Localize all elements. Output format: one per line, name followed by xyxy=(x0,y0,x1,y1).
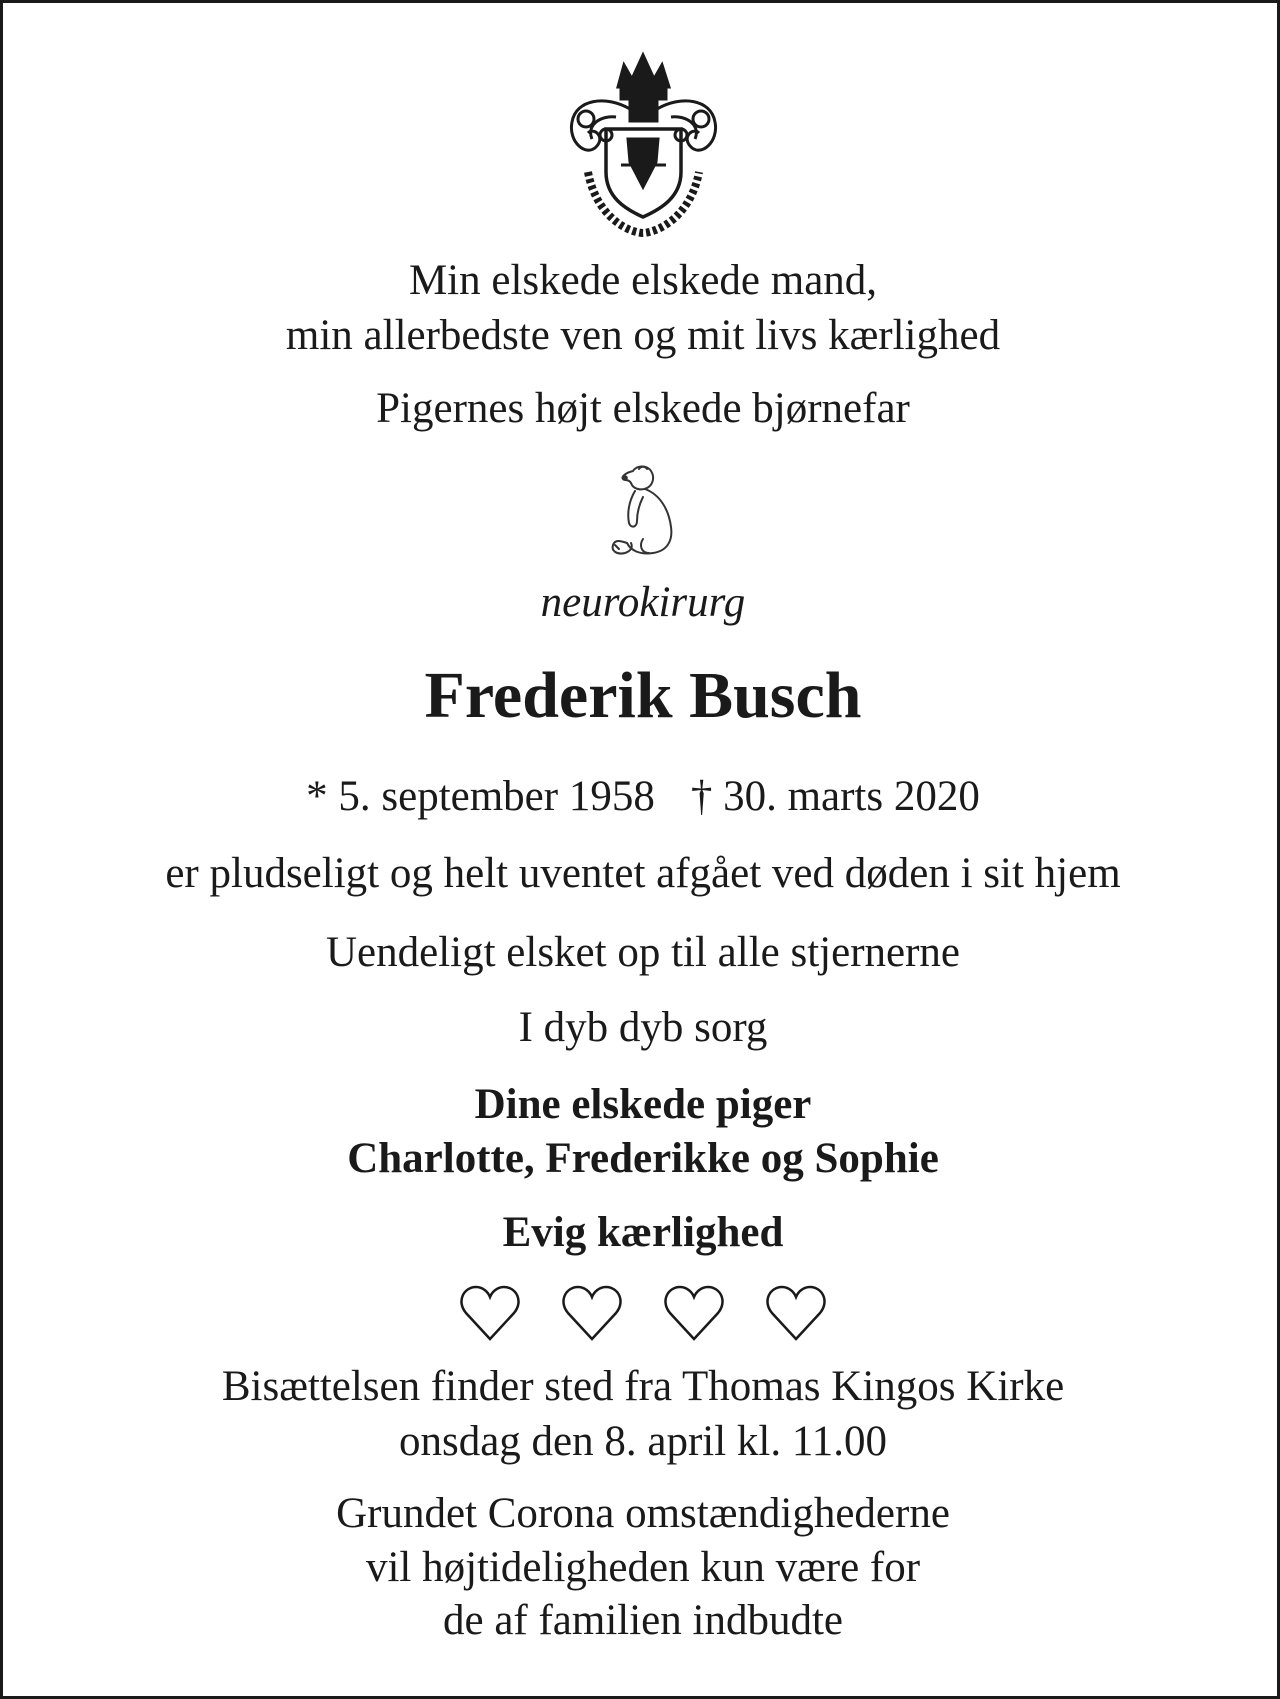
love-line: Uendeligt elsket op til alle stjernerne xyxy=(325,929,961,976)
sorrow-line: I dyb dyb sorg xyxy=(518,1004,768,1051)
funeral-line-1: Bisættelsen finder sted fra Thomas Kingos Kirke xyxy=(221,1363,1065,1410)
family-heading: Dine elskede piger xyxy=(474,1081,812,1128)
funeral-line-2: onsdag den 8. april kl. 11.00 xyxy=(398,1418,888,1465)
teddy-bear-icon xyxy=(603,461,685,561)
deceased-name: Frederik Busch xyxy=(424,659,862,732)
profession: neurokirurg xyxy=(540,579,746,626)
heart-icon xyxy=(764,1283,828,1343)
hearts-row xyxy=(3,1283,1280,1347)
grandfather-line: Pigernes højt elskede bjørnefar xyxy=(376,385,910,432)
family-names: Charlotte, Frederikke og Sophie xyxy=(347,1135,939,1182)
heart-icon xyxy=(560,1283,624,1343)
opening-line-1: Min elskede elskede mand, xyxy=(408,257,878,304)
heart-icon xyxy=(458,1283,522,1343)
coat-of-arms-icon xyxy=(566,47,721,237)
corona-line-1: Grundet Corona omstændighederne xyxy=(336,1490,950,1537)
heart-icon xyxy=(662,1283,726,1343)
corona-line-3: de af familien indbudte xyxy=(443,1597,843,1644)
birth-date: * 5. september 1958 xyxy=(306,773,655,820)
death-statement: er pludseligt og helt uventet afgået ved døden i sit hjem xyxy=(165,850,1121,897)
life-dates xyxy=(3,775,1280,818)
opening-line-2: min allerbedste ven og mit livs kærlighed xyxy=(285,312,1001,359)
death-date: † 30. marts 2020 xyxy=(690,773,980,820)
closing-line: Evig kærlighed xyxy=(502,1209,784,1256)
corona-line-2: vil højtideligheden kun være for xyxy=(365,1544,921,1591)
